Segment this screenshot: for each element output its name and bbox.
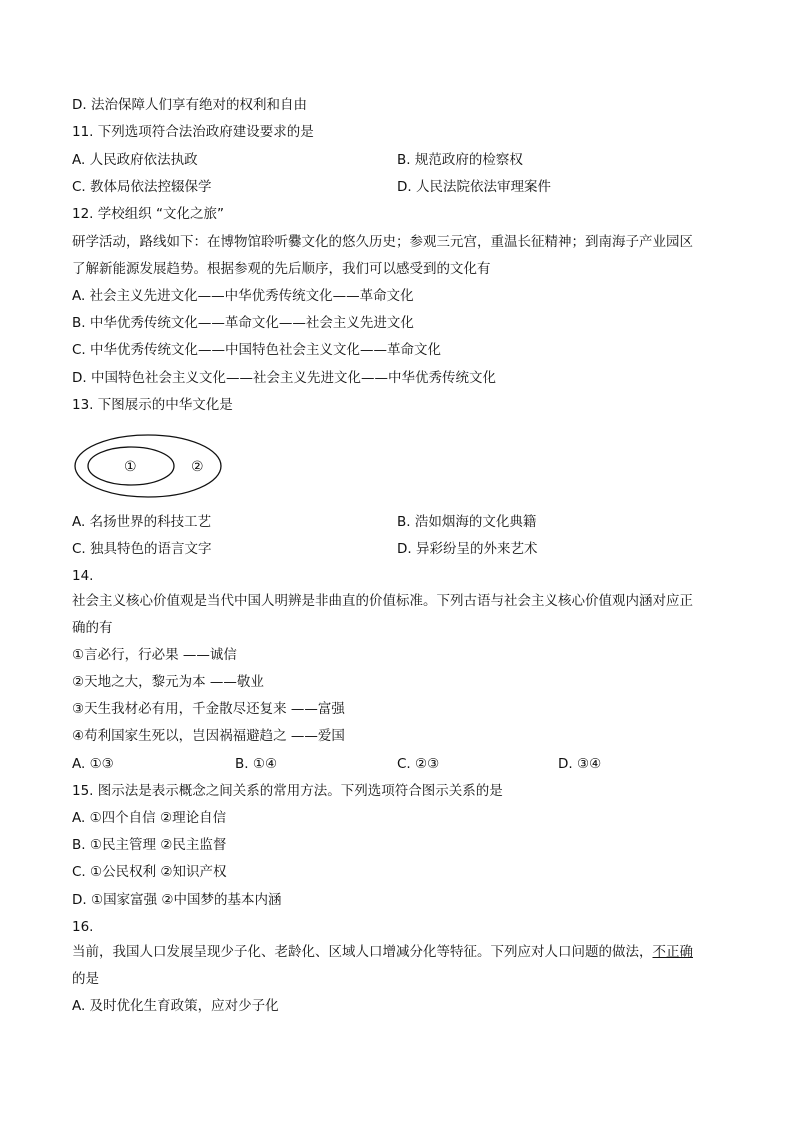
q16-stem-underlined: 不正确 <box>652 944 693 960</box>
q11-option-a: A. 人民政府依法执政 <box>72 152 198 168</box>
q16-stem-text: 当前，我国人口发展呈现少子化、老龄化、区域人口增减分化等特征。下列应对人口问题的做法， <box>72 944 653 960</box>
q14-item-3: ③天生我材必有用，千金散尽还复来 ——富强 <box>72 701 345 717</box>
q13-option-a: A. 名扬世界的科技工艺 <box>72 514 212 530</box>
q13-option-c: C. 独具特色的语言文字 <box>72 541 212 557</box>
q12-option-b: B. 中华优秀传统文化——革命文化——社会主义先进文化 <box>72 315 414 331</box>
q16-stem-line1 <box>72 943 693 961</box>
q12-option-d: D. 中国特色社会主义文化——社会主义先进文化——中华优秀传统文化 <box>72 370 496 386</box>
q10-option-d: D. 法治保障人们享有绝对的权利和自由 <box>72 97 307 113</box>
q11-option-d: D. 人民法院依法审理案件 <box>397 179 551 195</box>
q13-option-b: B. 浩如烟海的文化典籍 <box>397 514 537 530</box>
q14-stem-line2: 确的有 <box>72 620 113 636</box>
diagram-label-1: ① <box>124 459 137 475</box>
diagram-label-2: ② <box>191 459 204 475</box>
venn-diagram <box>72 430 232 502</box>
q14-item-1: ①言必行，行必果 ——诚信 <box>72 647 237 663</box>
q11-stem: 11. 下列选项符合法治政府建设要求的是 <box>72 124 314 140</box>
q15-option-a: A. ①四个自信 ②理论自信 <box>72 810 227 826</box>
q11-option-b: B. 规范政府的检察权 <box>397 152 523 168</box>
q16-number: 16. <box>72 919 94 935</box>
q14-item-2: ②天地之大，黎元为本 ——敬业 <box>72 674 264 690</box>
q14-stem-line1: 社会主义核心价值观是当代中国人明辨是非曲直的价值标准。下列古语与社会主义核心价值观内涵对应正 <box>72 593 693 609</box>
q12-stem-line3: 了解新能源发展趋势。根据参观的先后顺序，我们可以感受到的文化有 <box>72 261 491 277</box>
q12-stem-line1: 12. 学校组织 “文化之旅” <box>72 206 225 222</box>
q14-option-b: B. ①④ <box>235 756 278 772</box>
q14-option-c: C. ②③ <box>397 756 440 772</box>
q15-option-b: B. ①民主管理 ②民主监督 <box>72 837 227 853</box>
q15-stem: 15. 图示法是表示概念之间关系的常用方法。下列选项符合图示关系的是 <box>72 783 503 799</box>
q12-option-a: A. 社会主义先进文化——中华优秀传统文化——革命文化 <box>72 288 414 304</box>
q11-option-c: C. 教体局依法控辍保学 <box>72 179 212 195</box>
q14-item-4: ④苟利国家生死以，岂因祸福避趋之 ——爱国 <box>72 728 345 744</box>
q16-stem-line2: 的是 <box>72 971 99 987</box>
q14-option-a: A. ①③ <box>72 756 114 772</box>
q13-stem: 13. 下图展示的中华文化是 <box>72 397 233 413</box>
q16-option-a: A. 及时优化生育政策，应对少子化 <box>72 998 279 1014</box>
q15-option-d: D. ①国家富强 ②中国梦的基本内涵 <box>72 892 282 908</box>
q14-option-d: D. ③④ <box>558 756 602 772</box>
q13-option-d: D. 异彩纷呈的外来艺术 <box>397 541 538 557</box>
q15-option-c: C. ①公民权利 ②知识产权 <box>72 864 227 880</box>
q14-number: 14. <box>72 568 94 584</box>
q12-option-c: C. 中华优秀传统文化——中国特色社会主义文化——革命文化 <box>72 342 442 358</box>
q12-stem-line2: 研学活动，路线如下：在博物馆聆听爨文化的悠久历史；参观三元宫，重温长征精神；到南海子产业园区 <box>72 234 693 250</box>
